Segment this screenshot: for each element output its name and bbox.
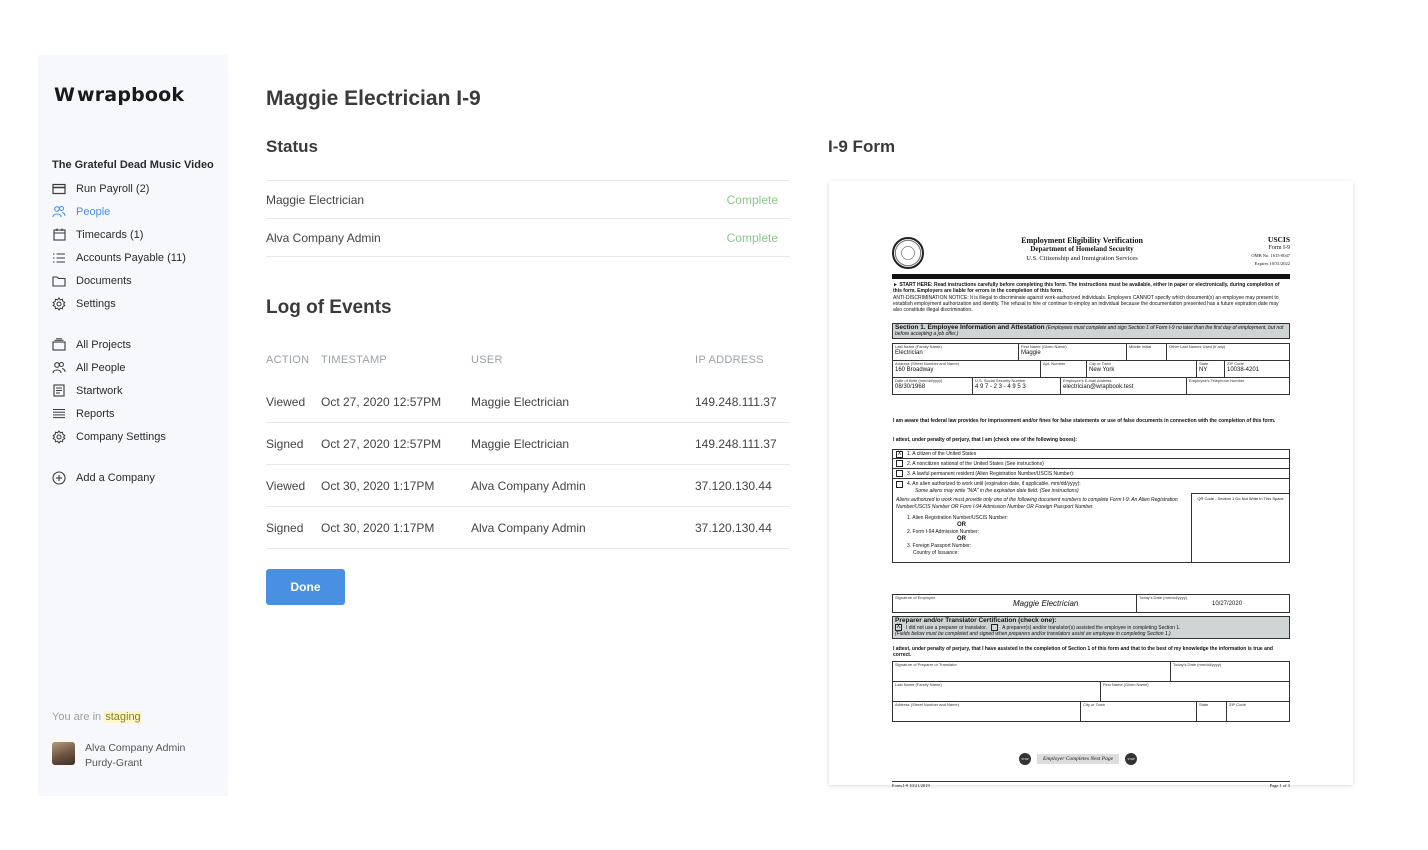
column-header-timestamp: TIMESTAMP bbox=[321, 354, 388, 366]
credit-card-icon bbox=[52, 182, 66, 196]
form-title: Employment Eligibility Verification bbox=[1021, 236, 1143, 245]
aware-statement: I am aware that federal law provides for imprisonment and/or fines for false statements or use of false documents in connection with the completion of this form. bbox=[893, 418, 1276, 424]
cell-user: Maggie Electrician bbox=[471, 436, 570, 451]
cell-user: Maggie Electrician bbox=[471, 394, 570, 409]
form-department: Department of Homeland Security bbox=[1030, 245, 1134, 253]
environment-name: staging bbox=[105, 711, 141, 723]
preparer-city-field bbox=[1081, 702, 1197, 721]
field-label: First Name (Given Name) bbox=[1103, 682, 1149, 687]
sidebar-item-run-payroll[interactable] bbox=[52, 177, 186, 200]
employee-signature-field bbox=[893, 595, 1137, 612]
sidebar-item-people[interactable] bbox=[52, 200, 186, 223]
form-footer-right: Page 1 of 3 bbox=[1269, 783, 1290, 788]
user-company: Purdy-Grant bbox=[85, 757, 143, 769]
address-field bbox=[893, 361, 1041, 377]
field-label: City or Town bbox=[1089, 361, 1111, 366]
sidebar-item-label: Startwork bbox=[76, 384, 123, 397]
employee-info-grid bbox=[892, 343, 1290, 395]
form-row bbox=[893, 701, 1289, 721]
form-footer bbox=[892, 781, 1290, 788]
environment-indicator bbox=[52, 711, 142, 723]
i9-form-preview[interactable] bbox=[829, 181, 1353, 788]
dhs-seal-icon bbox=[892, 237, 924, 269]
wrapbook-logo-text: wrapbook bbox=[76, 84, 185, 106]
field-label: Signature of Preparer or Translator bbox=[895, 662, 957, 667]
citizenship-options bbox=[892, 449, 1290, 563]
qr-code-area: QR Code - Section 1 Do Not Write In This Space bbox=[1191, 493, 1289, 562]
zip-field bbox=[1225, 361, 1289, 377]
option-label: I did not use a preparer or translator. bbox=[906, 624, 987, 631]
cell-user: Alva Company Admin bbox=[471, 478, 586, 493]
field-label: Address (Street Number and Name) bbox=[895, 702, 960, 707]
sidebar-item-reports[interactable] bbox=[52, 402, 166, 425]
preparer-date-field bbox=[1171, 662, 1289, 681]
signer-name: Maggie Electrician bbox=[266, 192, 365, 207]
status-row bbox=[266, 181, 790, 219]
citizenship-option bbox=[892, 459, 1290, 469]
cell-ip: 37.120.130.44 bbox=[695, 520, 772, 535]
cell-action: Signed bbox=[266, 520, 304, 535]
preparer-signature-field bbox=[893, 662, 1171, 681]
status-badge: Complete bbox=[726, 192, 778, 207]
i94-label: 2. Form I-94 Admission Number: bbox=[907, 529, 979, 535]
phone-field bbox=[1187, 378, 1289, 394]
table-row bbox=[266, 423, 790, 465]
lines-icon bbox=[52, 407, 66, 421]
field-value: 10/27/2020 bbox=[1212, 601, 1243, 607]
sidebar-item-startwork[interactable] bbox=[52, 379, 166, 402]
preparer-grid bbox=[892, 661, 1290, 722]
stop-icon: STOP bbox=[1125, 753, 1137, 765]
people-icon bbox=[52, 205, 66, 219]
state-field bbox=[1197, 361, 1225, 377]
log-heading: Log of Events bbox=[266, 297, 392, 318]
employer-next-banner bbox=[1019, 753, 1137, 765]
sidebar-item-label: All Projects bbox=[76, 338, 132, 351]
section-1-header bbox=[892, 323, 1290, 339]
ssn-field bbox=[973, 378, 1061, 394]
plus-circle-icon bbox=[52, 471, 66, 485]
status-badge: Complete bbox=[726, 230, 778, 245]
log-table-header bbox=[266, 339, 790, 381]
form-row bbox=[893, 360, 1289, 377]
stack-icon bbox=[52, 338, 66, 352]
column-header-ip: IP ADDRESS bbox=[695, 354, 764, 366]
add-company-label: Add a Company bbox=[76, 471, 155, 484]
field-value: Electrician bbox=[895, 350, 923, 356]
checkbox-checked: X bbox=[896, 624, 901, 630]
passport-label: 3. Foreign Passport Number: bbox=[907, 543, 972, 549]
field-label: Signature of Employee bbox=[895, 595, 936, 600]
sidebar-item-documents[interactable] bbox=[52, 269, 186, 292]
country-label: Country of Issuance: bbox=[913, 550, 959, 556]
option-label: 4. An alien authorized to work until (expiration date, if applicable, mm/dd/yyyy): bbox=[907, 481, 1081, 487]
column-header-user: USER bbox=[471, 354, 503, 366]
status-table bbox=[266, 180, 790, 257]
user-menu[interactable] bbox=[52, 741, 185, 771]
form-row bbox=[893, 377, 1289, 394]
option-label: A preparer(s) and/or translator(s) assisted the employee in completing Section 1. bbox=[1002, 624, 1181, 631]
sidebar-item-settings[interactable] bbox=[52, 292, 186, 315]
cell-timestamp: Oct 30, 2020 1:17PM bbox=[321, 478, 435, 493]
sidebar-item-label: Settings bbox=[76, 297, 116, 310]
sidebar-item-label: Company Settings bbox=[76, 430, 166, 443]
form-title-block bbox=[982, 236, 1182, 263]
cell-timestamp: Oct 27, 2020 12:57PM bbox=[321, 436, 442, 451]
cell-timestamp: Oct 30, 2020 1:17PM bbox=[321, 520, 435, 535]
alien-reg-label: 1. Alien Registration Number/USCIS Number: bbox=[907, 515, 1008, 521]
log-table bbox=[266, 339, 790, 549]
employee-signature-row bbox=[892, 594, 1290, 613]
done-button[interactable]: Done bbox=[266, 569, 345, 605]
citizenship-option bbox=[892, 449, 1290, 459]
cell-action: Signed bbox=[266, 436, 304, 451]
employer-next-text: Employer Completes Next Page bbox=[1037, 754, 1119, 764]
wrapbook-logo[interactable] bbox=[54, 84, 184, 106]
form-row bbox=[893, 343, 1289, 360]
last-name-field bbox=[893, 344, 1019, 360]
cell-ip: 149.248.111.37 bbox=[695, 394, 777, 409]
preparer-zip-field bbox=[1227, 702, 1289, 721]
sidebar-item-timecards[interactable] bbox=[52, 223, 186, 246]
form-footer-left: Form I-9 10/21/2019 bbox=[892, 783, 930, 788]
checkbox bbox=[991, 624, 998, 631]
preparer-title: Preparer and/or Translator Certification (check one): bbox=[895, 617, 1057, 624]
field-label: Employee's E-mail Address bbox=[1063, 378, 1112, 383]
preparer-address-field bbox=[893, 702, 1081, 721]
field-label: Today's Date (mm/dd/yyyy) bbox=[1173, 662, 1222, 667]
project-name: The Grateful Dead Music Video bbox=[52, 159, 214, 171]
status-row bbox=[266, 219, 790, 257]
option-label: 2. A noncitizen national of the United States (See instructions) bbox=[907, 460, 1044, 467]
gear-icon bbox=[52, 297, 66, 311]
sidebar bbox=[38, 55, 228, 796]
middle-initial-field bbox=[1127, 344, 1167, 360]
sidebar-item-label: Accounts Payable (11) bbox=[76, 251, 186, 264]
option-label: 3. A lawful permanent resident (Alien Registration Number/USCIS Number): bbox=[907, 470, 1075, 477]
field-label: Last Name (Family Name) bbox=[895, 344, 942, 349]
option-4-block bbox=[896, 481, 1197, 557]
checkbox bbox=[896, 481, 903, 488]
section-1-note: (Employees must complete and sign Section 1 of Form I-9 no later than the first day of employment, but not before accepting a job offer.) bbox=[895, 325, 1284, 337]
header-rule bbox=[892, 274, 1290, 279]
i9-form-heading: I-9 Form bbox=[828, 137, 896, 156]
form-header bbox=[892, 234, 1290, 274]
field-label: Other Last Names Used (if any) bbox=[1169, 344, 1226, 349]
field-value: New York bbox=[1089, 367, 1115, 373]
stop-icon: STOP bbox=[1019, 753, 1031, 765]
field-label: Middle Initial bbox=[1129, 344, 1152, 349]
user-name: Alva Company Admin bbox=[85, 742, 186, 754]
form-id-block bbox=[1251, 236, 1290, 268]
list-icon bbox=[52, 251, 66, 265]
status-heading: Status bbox=[266, 137, 318, 156]
cell-action: Viewed bbox=[266, 394, 306, 409]
document-icon bbox=[52, 384, 66, 398]
field-label: Today's Date (mm/dd/yyyy) bbox=[1139, 595, 1188, 600]
field-label: Last Name (Family Name) bbox=[895, 682, 942, 687]
cell-user: Alva Company Admin bbox=[471, 520, 586, 535]
first-name-field bbox=[1019, 344, 1127, 360]
start-here-text bbox=[893, 282, 1289, 294]
preparer-attest: I attest, under penalty of perjury, that I have assisted in the completion of Section 1 of this form and that to the best of my knowledge the information is true and correct. bbox=[893, 646, 1273, 658]
checkbox bbox=[896, 470, 903, 477]
aliens-note: Aliens authorized to work must provide only one of the following document numbers to complete Form I-9: An Alien Registration Number/USCIS Number OR Form I-94 Admission Number OR Foreign Passport Number. bbox=[896, 497, 1178, 510]
field-value: electrician@wrapbook.test bbox=[1063, 384, 1134, 390]
form-expiry: Expires 10/31/2022 bbox=[1254, 261, 1290, 266]
sidebar-item-company-settings[interactable] bbox=[52, 425, 166, 448]
option-note: Some aliens may write "N/A" in the expiration date field. (See instructions) bbox=[915, 488, 1079, 494]
calendar-icon bbox=[52, 228, 66, 242]
folder-icon bbox=[52, 274, 66, 288]
table-row bbox=[266, 381, 790, 423]
section-1-title: Section 1. Employee Information and Attestation bbox=[895, 324, 1045, 331]
add-company-nav bbox=[52, 466, 155, 489]
form-row bbox=[893, 594, 1289, 612]
sidebar-item-label: People bbox=[76, 205, 111, 218]
preparer-note: (Fields below must be completed and signed when preparers and/or translators assist an employee in completing Section 1.) bbox=[895, 631, 1171, 637]
preparer-options bbox=[895, 624, 1287, 631]
uscis-label: USCIS bbox=[1267, 235, 1290, 244]
field-value: 10038-4201 bbox=[1227, 367, 1260, 373]
sidebar-item-label: Run Payroll (2) bbox=[76, 182, 150, 195]
project-nav bbox=[52, 177, 186, 315]
apt-field bbox=[1041, 361, 1087, 377]
attest-statement: I attest, under penalty of perjury, that I am (check one of the following boxes): bbox=[893, 437, 1078, 443]
checkbox bbox=[896, 460, 903, 467]
start-here: ► START HERE: Read instructions carefully before completing this form. The instructions must be available, either in paper or electronically, during completion of this form. Employers are liable for errors in the completion of this form. bbox=[893, 282, 1280, 294]
environment-prefix: You are in bbox=[52, 711, 102, 723]
avatar bbox=[52, 742, 75, 765]
city-field bbox=[1087, 361, 1197, 377]
email-field bbox=[1061, 378, 1187, 394]
cell-ip: 37.120.130.44 bbox=[695, 478, 772, 493]
field-label: First Name (Given Name) bbox=[1021, 344, 1067, 349]
preparer-section-header bbox=[892, 616, 1290, 639]
signer-name: Alva Company Admin bbox=[266, 230, 381, 245]
option-label: 1. A citizen of the United States bbox=[907, 451, 977, 457]
field-label: ZIP Code bbox=[1229, 702, 1246, 707]
cell-timestamp: Oct 27, 2020 12:57PM bbox=[321, 394, 442, 409]
field-label: State bbox=[1199, 702, 1209, 707]
field-label: Address (Street Number and Name) bbox=[895, 361, 960, 366]
omb-number: OMB No. 1615-0047 bbox=[1251, 253, 1290, 258]
form-row bbox=[893, 681, 1289, 701]
cell-action: Viewed bbox=[266, 478, 306, 493]
cell-ip: 149.248.111.37 bbox=[695, 436, 777, 451]
citizenship-option bbox=[892, 469, 1290, 479]
field-label: Employee's Telephone Number bbox=[1189, 378, 1245, 383]
checkbox-checked: X bbox=[897, 450, 902, 457]
other-names-field bbox=[1167, 344, 1289, 360]
dob-field bbox=[893, 378, 973, 394]
field-label: Date of Birth (mm/dd/yyyy) bbox=[895, 378, 943, 383]
field-value: 08/30/1968 bbox=[895, 384, 926, 390]
table-row bbox=[266, 507, 790, 549]
sidebar-item-all-projects[interactable] bbox=[52, 333, 166, 356]
field-value: NY bbox=[1199, 367, 1208, 373]
user-info bbox=[85, 741, 185, 771]
sidebar-item-all-people[interactable] bbox=[52, 356, 166, 379]
form-number: Form I-9 bbox=[1268, 245, 1290, 251]
field-label: ZIP Code bbox=[1227, 361, 1244, 366]
sidebar-item-label: Timecards (1) bbox=[76, 228, 144, 241]
form-row bbox=[893, 661, 1289, 681]
sidebar-item-label: Reports bbox=[76, 407, 115, 420]
form-agency: U.S. Citizenship and Immigration Services bbox=[1026, 255, 1138, 262]
sidebar-item-accounts-payable[interactable] bbox=[52, 246, 186, 269]
field-label: State bbox=[1199, 361, 1209, 366]
page-title: Maggie Electrician I-9 bbox=[266, 87, 481, 110]
wrapbook-logo-icon: W bbox=[54, 84, 72, 106]
field-label: U.S. Social Security Number bbox=[975, 378, 1026, 383]
people-icon bbox=[52, 361, 66, 375]
company-nav bbox=[52, 333, 166, 448]
or-label: OR bbox=[957, 522, 966, 528]
column-header-action: ACTION bbox=[266, 354, 310, 366]
or-label: OR bbox=[957, 536, 966, 542]
table-row bbox=[266, 465, 790, 507]
preparer-last-name-field bbox=[893, 682, 1101, 701]
preparer-state-field bbox=[1197, 702, 1227, 721]
field-value: 160 Broadway bbox=[895, 367, 934, 373]
preparer-first-name-field bbox=[1101, 682, 1289, 701]
field-value: Maggie bbox=[1021, 350, 1041, 356]
field-label: City or Town bbox=[1083, 702, 1105, 707]
employee-signature: Maggie Electrician bbox=[1013, 599, 1079, 608]
citizenship-option bbox=[892, 479, 1290, 563]
sidebar-item-label: Documents bbox=[76, 274, 132, 287]
field-label: Apt. Number bbox=[1043, 361, 1066, 366]
gear-icon bbox=[52, 430, 66, 444]
field-value: 4 9 7 - 2 3 - 4 9 5 3 bbox=[975, 384, 1026, 390]
add-company-button[interactable] bbox=[52, 466, 155, 489]
anti-discrimination-notice: ANTI-DISCRIMINATION NOTICE: It is illegal to discriminate against work-authorized individuals. Employers CANNOT specify which document(s) an employee may present to establish employment authorization and identity. The refusal to hire or continue to employ an individual because the documentation presented has a future expiration date may also constitute illegal discrimination. bbox=[893, 295, 1279, 313]
signature-date-field bbox=[1137, 595, 1289, 612]
sidebar-item-label: All People bbox=[76, 361, 126, 374]
